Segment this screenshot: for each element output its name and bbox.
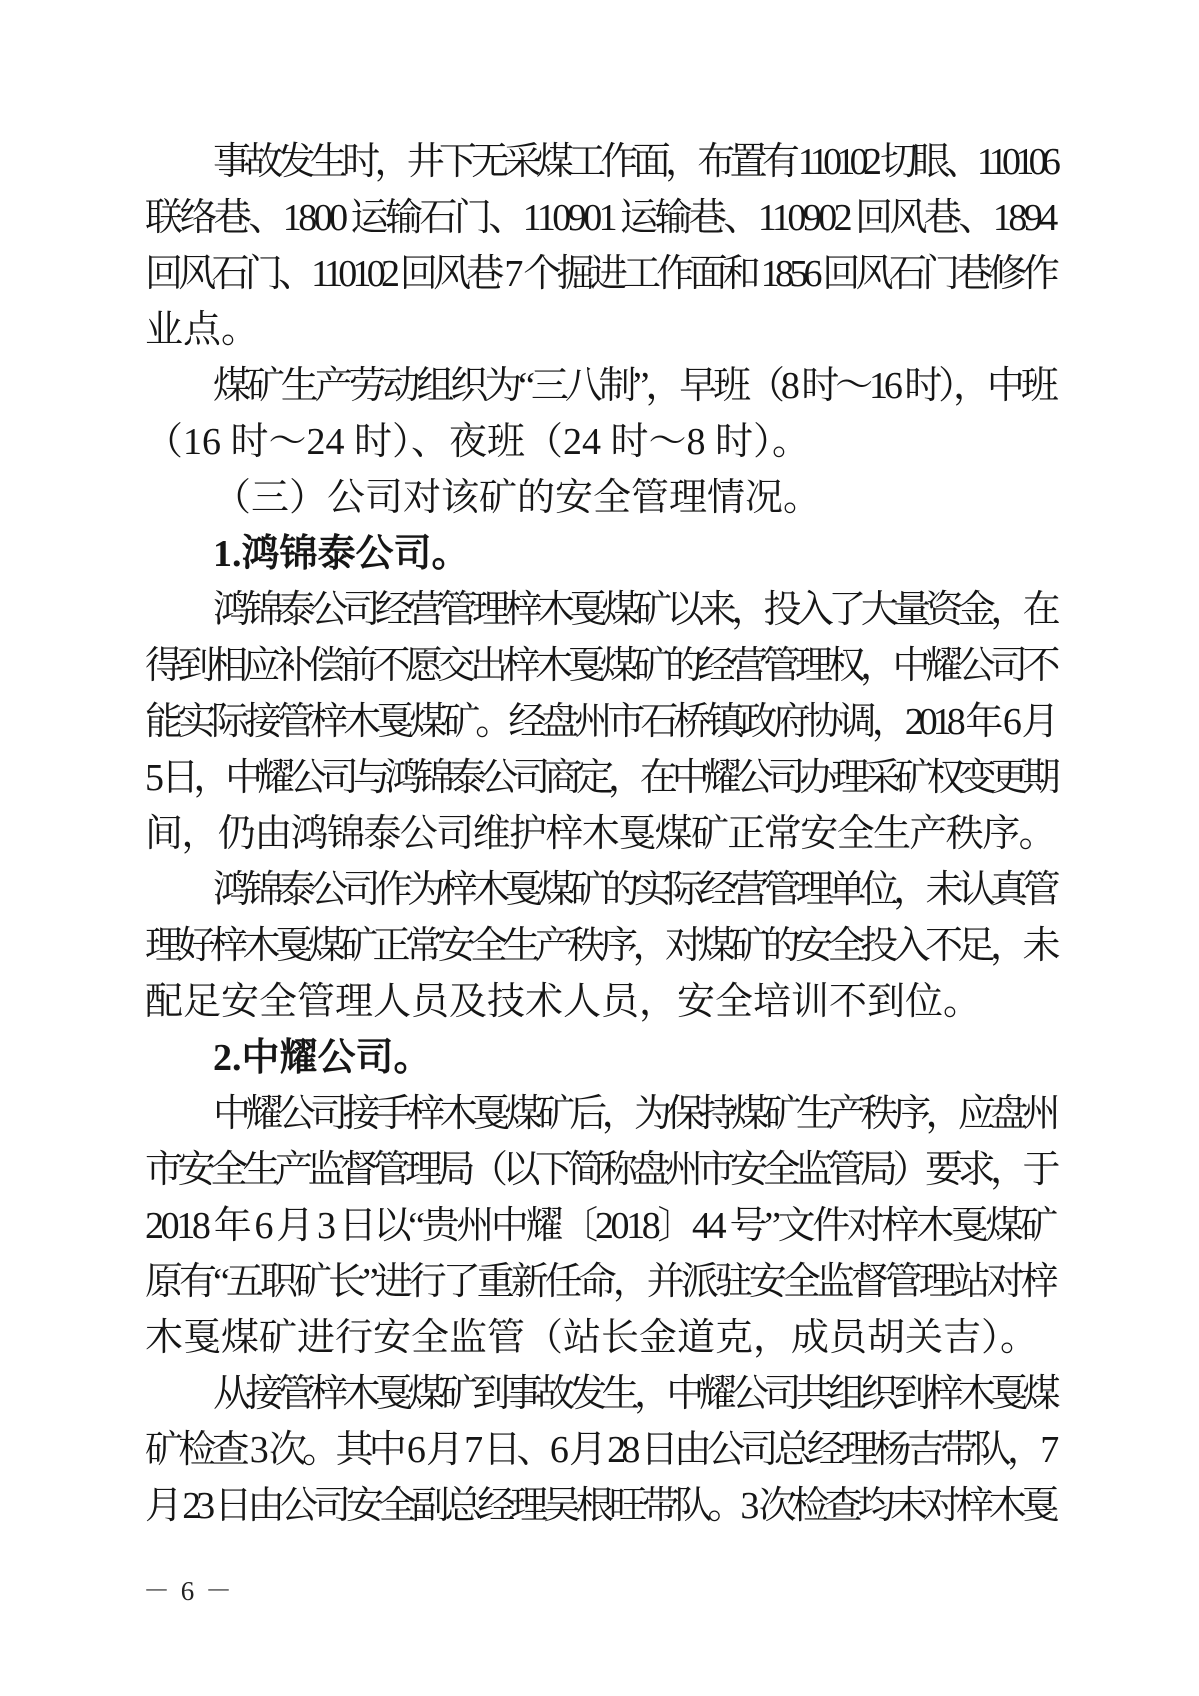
text-line: 市安全生产监督管理局（以下简称盘州市安全监管局）要求，于 [145, 1149, 1056, 1191]
text-line: 5 日，中耀公司与鸿锦泰公司商定，在中耀公司办理采矿权变更期 [145, 757, 1055, 799]
text-line: 回风石门、110102 回风巷 7 个掘进工作面和 1856 回风石门巷修作 [145, 253, 1056, 295]
numbered-heading: 2.中耀公司。 [213, 1037, 432, 1079]
text-line: 从接管梓木戛煤矿到事故发生，中耀公司共组织到梓木戛煤 [213, 1373, 1056, 1415]
text-line: （16 时～24 时）、夜班（24 时～8 时）。 [145, 421, 811, 463]
text-line: 2018 年 6 月 3 日以“贵州中耀〔2018〕44 号”文件对梓木戛煤矿 [145, 1205, 1055, 1247]
page-number: － 6 － [143, 1576, 234, 1606]
text-line: 联络巷、1800 运输石门、110901 运输巷、110902 回风巷、1894 [145, 197, 1055, 239]
text-line: 月 23 日由公司安全副总经理吴根旺带队。3 次检查均未对梓木戛 [145, 1485, 1055, 1527]
text-line: 间，仍由鸿锦泰公司维护梓木戛煤矿正常安全生产秩序。 [145, 813, 1056, 855]
text-line: 得到相应补偿前不愿交出梓木戛煤矿的经营管理权，中耀公司不 [145, 645, 1056, 687]
text-line: 中耀公司接手梓木戛煤矿后，为保持煤矿生产秩序，应盘州 [213, 1093, 1056, 1135]
text-line: 事故发生时，井下无采煤工作面，布置有 110102 切眼、110106 [213, 141, 1056, 183]
numbered-heading: 1.鸿锦泰公司。 [213, 533, 470, 575]
section-heading: （三）公司对该矿的安全管理情况。 [213, 477, 822, 519]
text-line: 业点。 [145, 309, 260, 351]
text-line: 理好梓木戛煤矿正常安全生产秩序，对煤矿的安全投入不足，未 [145, 925, 1056, 967]
text-line: 原有“五职矿长”进行了重新任命，并派驻安全监督管理站对梓 [145, 1261, 1055, 1303]
text-line: 能实际接管梓木戛煤矿。经盘州市石桥镇政府协调，2018 年 6 月 [145, 701, 1055, 743]
text-line: 配足安全管理人员及技术人员，安全培训不到位。 [145, 981, 982, 1023]
text-line: 鸿锦泰公司作为梓木戛煤矿的实际经营管理单位，未认真管 [213, 869, 1056, 911]
text-line: 煤矿生产劳动组织为“三八制”，早班（8 时～16 时），中班 [213, 365, 1055, 407]
document-body [145, 134, 1055, 1534]
text-line: 木戛煤矿进行安全监管（站长金道克，成员胡关吉）。 [145, 1317, 1039, 1359]
text-line: 矿检查 3 次。其中 6 月 7 日、6 月 28 日由公司总经理杨吉带队，7 [145, 1429, 1055, 1471]
text-line: 鸿锦泰公司经营管理梓木戛煤矿以来，投入了大量资金，在 [213, 589, 1056, 631]
